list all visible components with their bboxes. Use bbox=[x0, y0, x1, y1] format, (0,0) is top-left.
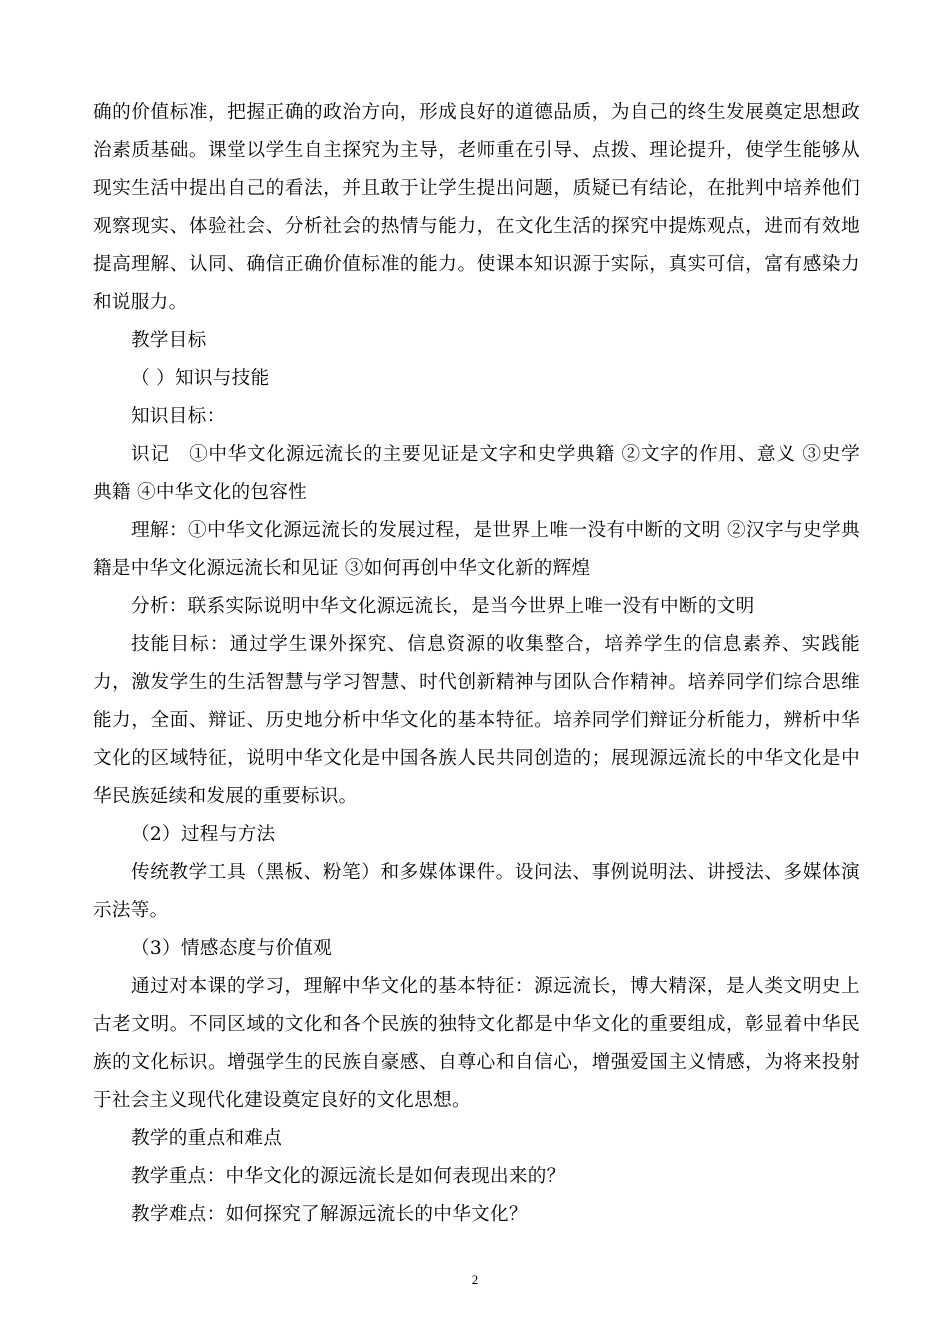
heading-key-difficult-points: 教学的重点和难点 bbox=[131, 1128, 283, 1149]
subheading-process-methods: （2）过程与方法 bbox=[131, 824, 276, 845]
document-body bbox=[93, 94, 860, 1234]
heading-teaching-objectives: 教学目标 bbox=[131, 330, 207, 351]
paragraph-difficult-point: 教学难点：如何探究了解源远流长的中华文化？ bbox=[131, 1204, 528, 1225]
subheading-emotion-values: （3）情感态度与价值观 bbox=[131, 938, 333, 959]
label-knowledge-objectives: 知识目标： bbox=[131, 406, 226, 427]
paragraph-methods: 传统教学工具（黑板、粉笔）和多媒体课件。设问法、事例说明法、讲授法、多媒体演示法等。 bbox=[93, 862, 860, 921]
subheading-knowledge-skills: （ ）知识与技能 bbox=[131, 368, 270, 389]
paragraph-analyze: 分析：联系实际说明中华文化源远流长，是当今世界上唯一没有中断的文明 bbox=[131, 596, 755, 617]
paragraph-understand: 理解：①中华文化源远流长的发展过程，是世界上唯一没有中断的文明 ②汉字与史学典籍是中华文化源远流长和见证 ③如何再创中华文化新的辉煌 bbox=[93, 520, 860, 579]
paragraph-memorize: 识记 ①中华文化源远流长的主要见证是文字和史学典籍 ②文字的作用、意义 ③史学典籍 ④中华文化的包容性 bbox=[93, 444, 860, 503]
paragraph-key-point: 教学重点：中华文化的源远流长是如何表现出来的？ bbox=[131, 1166, 566, 1187]
paragraph-continuation: 确的价值标准，把握正确的政治方向，形成良好的道德品质，为自己的终生发展奠定思想政治素质基础。课堂以学生自主探究为主导，老师重在引导、点拨、理论提升，使学生能够从现实生活中提出自己的看法，并且敢于让学生提出问题，质疑已有结论，在批判中培养他们观察现实、体验社会、分析社会的热情与能力，在文化生活的探究中提炼观点，进而有效地提高理解、认同、确信正确价值标准的能力。使课本知识源于实际，真实可信，富有感染力和说服力。 bbox=[93, 102, 860, 313]
paragraph-skill-objectives: 技能目标：通过学生课外探究、信息资源的收集整合，培养学生的信息素养、实践能力，激发学生的生活智慧与学习智慧、时代创新精神与团队合作精神。培养同学们综合思维能力，全面、辩证、历史地分析中华文化的基本特征。培养同学们辩证分析能力，辨析中华文化的区域特征，说明中华文化是中国各族人民共同创造的；展现源远流长的中华文化是中华民族延续和发展的重要标识。 bbox=[93, 634, 860, 807]
page-number: 2 bbox=[471, 1272, 479, 1287]
paragraph-emotion-values: 通过对本课的学习，理解中华文化的基本特征：源远流长，博大精深，是人类文明史上古老文明。不同区域的文化和各个民族的独特文化都是中华文化的重要组成，彰显着中华民族的文化标识。增强学生的民族自豪感、自尊心和自信心，增强爱国主义情感，为将来投射于社会主义现代化建设奠定良好的文化思想。 bbox=[93, 976, 860, 1111]
